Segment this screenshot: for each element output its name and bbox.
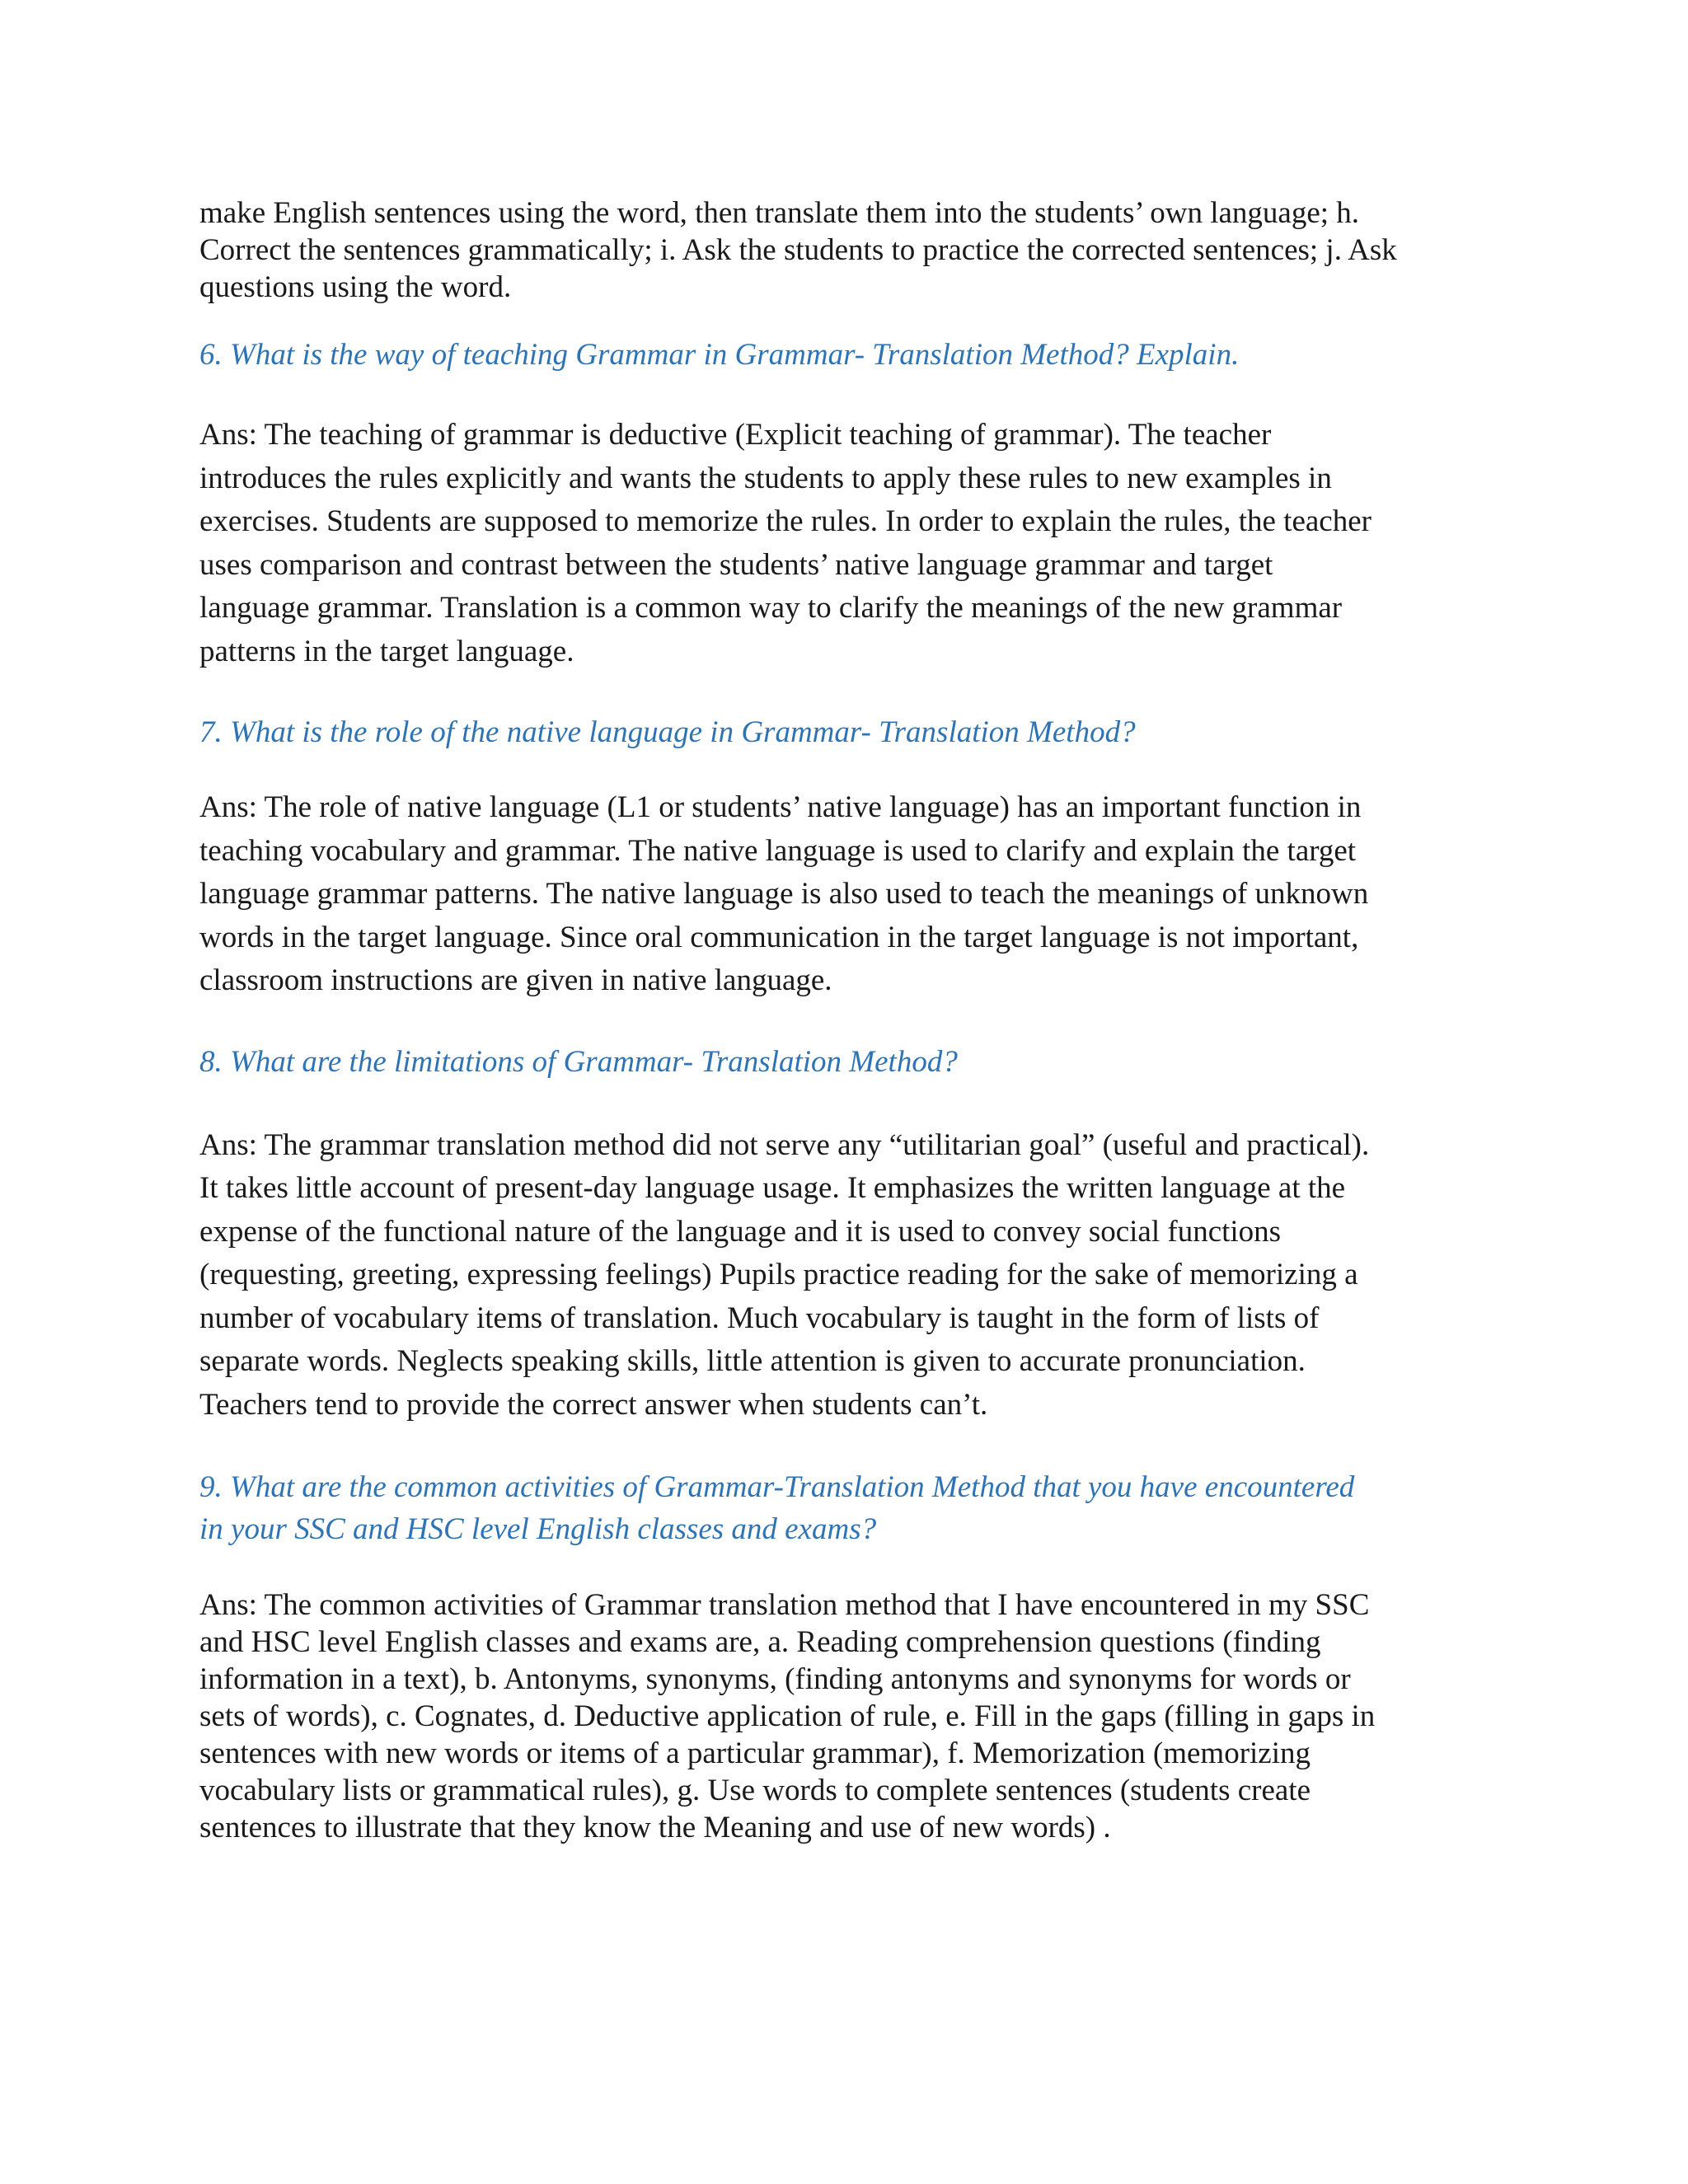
intro-paragraph [199, 194, 1493, 306]
text-line: introduces the rules explicitly and wants the students to apply these rules to new examples in [199, 461, 1332, 495]
text-line: (requesting, greeting, expressing feelings) Pupils practice reading for the sake of memorizing a [199, 1258, 1358, 1291]
text-line: Ans: The common activities of Grammar translation method that I have encountered in my SSC [199, 1588, 1370, 1622]
text-line: Ans: The role of native language (L1 or students’ native language) has an important function in [199, 790, 1362, 824]
text-line: vocabulary lists or grammatical rules), g. Use words to complete sentences (students create [199, 1774, 1311, 1807]
question-line: 7. What is the role of the native language in Grammar- Translation Method? [199, 715, 1136, 749]
text-line: patterns in the target language. [199, 634, 574, 668]
answer-7-paragraph [199, 786, 1493, 1003]
text-line: make English sentences using the word, then translate them into the students’ own language; h. [199, 196, 1360, 230]
question-line: in your SSC and HSC level English classes and exams? [199, 1512, 877, 1546]
page-content [199, 194, 1493, 1846]
text-line: separate words. Neglects speaking skills, little attention is given to accurate pronunciation. [199, 1344, 1306, 1378]
text-line: exercises. Students are supposed to memorize the rules. In order to explain the rules, the teacher [199, 504, 1372, 538]
text-line: Ans: The teaching of grammar is deductive (Explicit teaching of grammar). The teacher [199, 418, 1272, 452]
question-8-heading [199, 1041, 1493, 1083]
text-line: teaching vocabulary and grammar. The native language is used to clarify and explain the target [199, 833, 1357, 868]
text-line: classroom instructions are given in native language. [199, 963, 832, 997]
text-line: Teachers tend to provide the correct answer when students can’t. [199, 1387, 988, 1422]
question-line: 8. What are the limitations of Grammar- Translation Method? [199, 1044, 958, 1079]
text-line: uses comparison and contrast between the students’ native language grammar and target [199, 547, 1273, 582]
text-line: expense of the functional nature of the language and it is used to convey social functions [199, 1214, 1282, 1249]
question-line: 9. What are the common activities of Grammar-Translation Method that you have encountered [199, 1470, 1355, 1504]
text-line: Ans: The grammar translation method did not serve any “utilitarian goal” (useful and practical). [199, 1127, 1370, 1162]
text-line: sets of words), c. Cognates, d. Deductive application of rule, e. Fill in the gaps (filling in gaps in [199, 1699, 1376, 1733]
answer-8-paragraph [199, 1124, 1493, 1427]
text-line: Correct the sentences grammatically; i. Ask the students to practice the corrected sentences; j. Ask [199, 233, 1397, 267]
question-9-heading [199, 1466, 1493, 1550]
text-line: words in the target language. Since oral communication in the target language is not important, [199, 920, 1359, 954]
text-line: information in a text), b. Antonyms, synonyms, (finding antonyms and synonyms for words or [199, 1662, 1351, 1696]
text-line: language grammar patterns. The native language is also used to teach the meanings of unknown [199, 877, 1369, 911]
answer-6-paragraph [199, 414, 1493, 673]
question-7-heading [199, 711, 1493, 753]
question-line: 6. What is the way of teaching Grammar in Grammar- Translation Method? Explain. [199, 338, 1240, 372]
text-line: questions using the word. [199, 270, 512, 304]
answer-9-paragraph [199, 1586, 1493, 1846]
text-line: number of vocabulary items of translation. Much vocabulary is taught in the form of lists of [199, 1301, 1320, 1335]
text-line: It takes little account of present-day language usage. It emphasizes the written language at the [199, 1171, 1346, 1205]
text-line: sentences with new words or items of a particular grammar), f. Memorization (memorizing [199, 1736, 1311, 1770]
text-line: language grammar. Translation is a common way to clarify the meanings of the new grammar [199, 591, 1343, 625]
question-6-heading [199, 334, 1493, 376]
text-line: and HSC level English classes and exams are, a. Reading comprehension questions (finding [199, 1625, 1321, 1659]
text-line: sentences to illustrate that they know the Meaning and use of new words) . [199, 1811, 1111, 1844]
